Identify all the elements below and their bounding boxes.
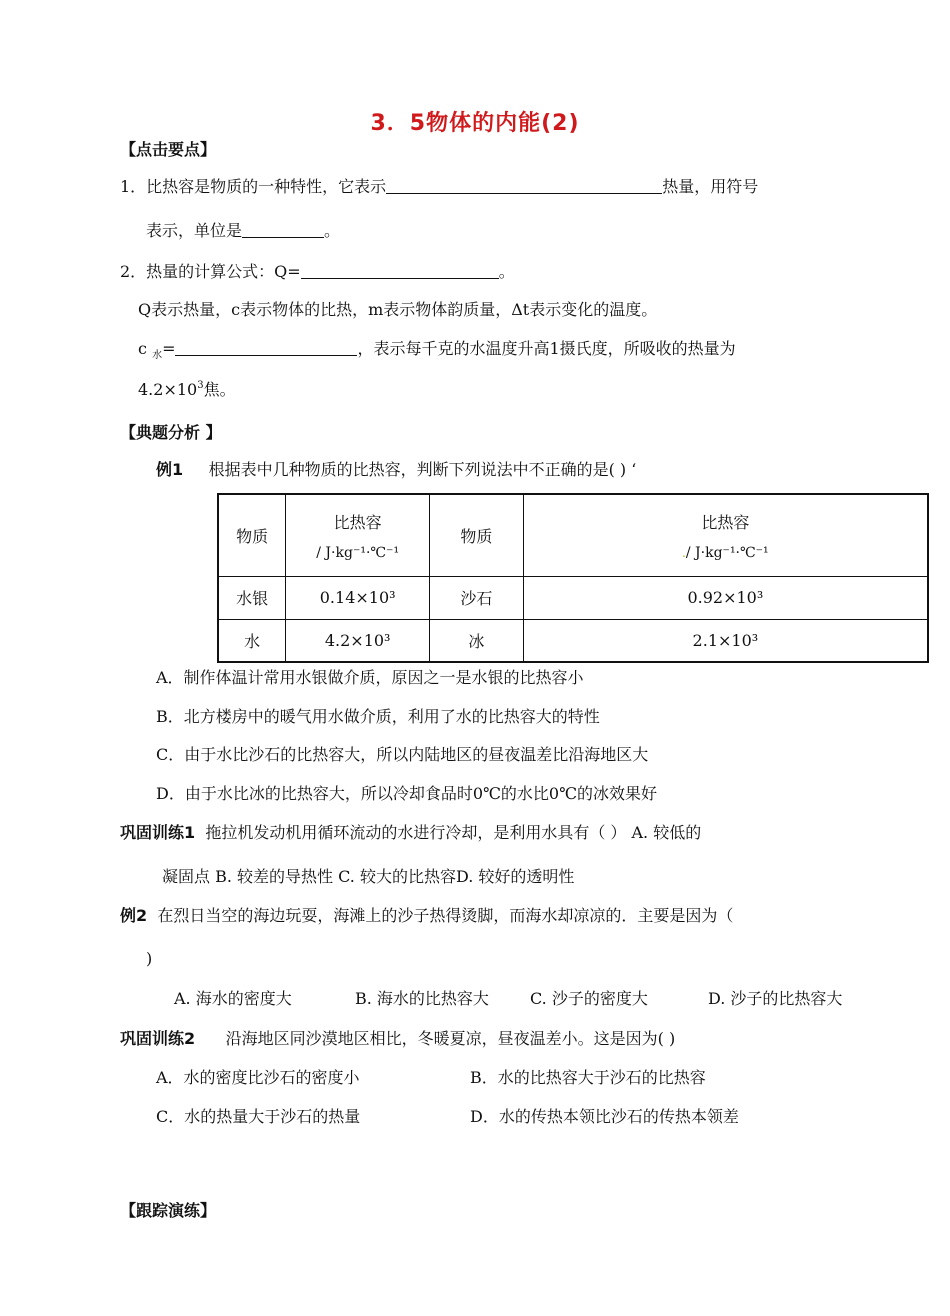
- example1-option-c[interactable]: C．由于水比沙石的比热容大，所以内陆地区的昼夜温差比沿海地区大: [156, 745, 649, 764]
- drill1-line1: [120, 823, 701, 843]
- section-practice: 【跟踪演练】: [120, 1201, 217, 1220]
- key-point-1-line2: [146, 221, 340, 241]
- table-cell: 水: [218, 619, 286, 662]
- example2-line1: [120, 906, 733, 926]
- c-water-suffix: ，表示每千克的水温度升高1摄氏度，所吸收的热量为: [357, 339, 736, 358]
- example2-option-a[interactable]: A. 海水的密度大: [174, 989, 292, 1008]
- key-point-1: [120, 177, 758, 197]
- c-equals: =: [162, 339, 176, 358]
- example1-text: 根据表中几种物质的比热容，判断下列说法中不正确的是( ) ‘: [208, 460, 637, 479]
- drill1-text: 拖拉机发动机用循环流动的水进行冷却，是利用水具有（ ） A. 较低的: [205, 823, 702, 842]
- drill2-text: 沿海地区同沙漠地区相比，冬暖夏凉，昼夜温差小。这是因为( ): [225, 1029, 676, 1048]
- table-header-substance-1: 物质: [218, 494, 286, 576]
- example1-option-b[interactable]: B．北方楼房中的暖气用水做介质，利用了水的比热容大的特性: [156, 707, 600, 726]
- q1-blank[interactable]: [386, 177, 662, 194]
- example1-option-a[interactable]: A．制作体温计常用水银做介质，原因之一是水银的比热容小: [156, 668, 584, 687]
- table-cell: 2.1×10³: [523, 619, 928, 662]
- key-point-2: [120, 262, 515, 282]
- header-heat-label: 比热容: [701, 512, 750, 532]
- drill1-line2: 凝固点 B. 较差的导热性 C. 较大的比热容D. 较好的透明性: [162, 867, 575, 886]
- section-key-points: 【点击要点】: [120, 140, 217, 159]
- table-header-heat-2: [523, 494, 928, 576]
- q2-explanation: Q表示热量，c表示物体的比热，m表示物体韵质量，Δt表示变化的温度。: [138, 300, 658, 319]
- header-heat-unit-wrap: [524, 545, 927, 561]
- drill2-option-c[interactable]: C．水的热量大于沙石的热量: [156, 1107, 361, 1126]
- c-symbol: c: [138, 339, 147, 358]
- heat-value-line: [138, 380, 236, 400]
- drill1-label: 巩固训练1: [120, 823, 196, 842]
- table-cell: 4.2×10³: [286, 619, 430, 662]
- heat-exponent: 3: [197, 380, 204, 391]
- heat-unit: 焦。: [203, 380, 236, 399]
- stray-dot: .: [682, 545, 686, 560]
- q1-line2-suffix: 。: [324, 221, 341, 240]
- table-cell: 0.92×10³: [523, 576, 928, 619]
- table-row: [218, 576, 928, 619]
- table-header-heat-1: [286, 494, 430, 576]
- q1-unit-blank[interactable]: [242, 221, 324, 238]
- header-heat-label: 比热容: [333, 512, 382, 532]
- table-header-row: [218, 494, 928, 576]
- example2-text: 在烈日当空的海边玩耍，海滩上的沙子热得烫脚，而海水却凉凉的．主要是因为（: [157, 906, 734, 925]
- example2-option-b[interactable]: B. 海水的比热容大: [355, 989, 489, 1008]
- example1-question: [156, 460, 636, 480]
- q1-suffix: 热量，用符号: [662, 177, 759, 196]
- table-cell: 沙石: [430, 576, 524, 619]
- example1-option-d[interactable]: D．由于水比冰的比热容大，所以冷却食品时0℃的水比0℃的冰效果好: [156, 784, 657, 803]
- drill2-label: 巩固训练2: [120, 1029, 196, 1048]
- c-water-line: [138, 339, 736, 362]
- table-row: [218, 619, 928, 662]
- example2-line2: ): [146, 949, 153, 968]
- c-water-subscript: 水: [152, 350, 163, 362]
- table-cell: 冰: [430, 619, 524, 662]
- specific-heat-table: [217, 493, 929, 663]
- drill2-option-d[interactable]: D．水的传热本领比沙石的传热本领差: [470, 1107, 739, 1126]
- section-analysis: 【典题分析 】: [120, 423, 222, 442]
- example1-label: 例1: [156, 460, 184, 479]
- table-header-substance-2: 物质: [430, 494, 524, 576]
- example2-option-d[interactable]: D. 沙子的比热容大: [708, 989, 843, 1008]
- q1-line2-prefix: 表示，单位是: [146, 221, 243, 240]
- c-water-blank[interactable]: [175, 339, 357, 356]
- heat-value: 4.2×10: [138, 380, 198, 399]
- table-cell: 水银: [218, 576, 286, 619]
- drill2-question: [120, 1029, 675, 1049]
- header-heat-unit: / J·kg⁻¹·℃⁻¹: [316, 544, 400, 561]
- q1-prefix: 1．比热容是物质的一种特性，它表示: [120, 177, 387, 196]
- header-heat-unit: / J·kg⁻¹·℃⁻¹: [685, 544, 769, 561]
- q2-blank[interactable]: [301, 262, 499, 279]
- drill2-option-a[interactable]: A．水的密度比沙石的密度小: [156, 1068, 360, 1087]
- q2-prefix: 2．热量的计算公式：Q=: [120, 262, 301, 281]
- example2-option-c[interactable]: C. 沙子的密度大: [530, 989, 648, 1008]
- table-cell: 0.14×10³: [286, 576, 430, 619]
- q2-suffix: 。: [498, 262, 515, 281]
- drill2-option-b[interactable]: B．水的比热容大于沙石的比热容: [470, 1068, 706, 1087]
- example2-label: 例2: [120, 906, 148, 925]
- page-title: 3．5物体的内能(2): [370, 111, 580, 136]
